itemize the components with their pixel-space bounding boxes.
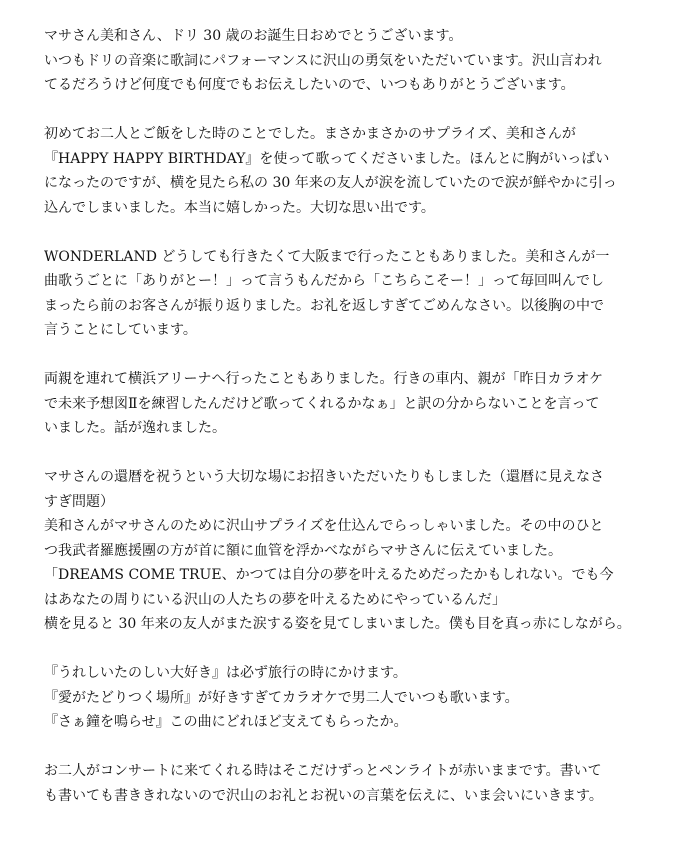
text-line: 初めてお二人とご飯をした時のことでした。まさかまさかのサプライズ、美和さんが [44,126,576,142]
text-line: で未来予想図Ⅱを練習したんだけど歌ってくれるかなぁ」と訳の分からないことを言って [44,395,600,412]
text-line: 「DREAMS COME TRUE、かつては自分の夢を叶えるためだったかもしれない。でも今 [44,567,614,583]
text-line: てるだろうけど何度でも何度でもお伝えしたいので、いつもありがとうございます。 [44,77,575,93]
paragraph-5 [44,465,644,637]
text-line: 『愛がたどりつく場所』が好きすぎてカラオケで男二人でいつも歌います。 [44,689,519,706]
text-line: 込んでしまいました。本当に嬉しかった。大切な思い出です。 [44,199,435,216]
text-line: お二人がコンサートに来てくれる時はそこだけずっとペンライトが赤いままです。書いて [44,763,602,779]
paragraph-7 [44,759,644,808]
text-line: 言うことにしています。 [44,322,197,338]
text-line: マサさん美和さん、ドリ 30 歳のお誕生日おめでとうございます。 [44,28,463,44]
letter-document [44,24,644,833]
text-line: すぎ問題） [44,493,114,510]
text-line: まったら前のお客さんが振り返りました。お礼を返しすぎてごめんなさい。以後胸の中で [44,297,604,314]
paragraph-6 [44,661,644,735]
paragraph-1 [44,24,644,98]
text-line: 『うれしいたのしい大好き』は必ず旅行の時にかけます。 [44,665,407,681]
text-line: WONDERLAND どうしても行きたくて大阪まで行ったこともありました。美和さんが一 [44,248,610,265]
text-line: 『さぁ鐘を鳴らせ』この曲にどれほど支えてもらったか。 [44,714,408,730]
paragraph-2 [44,122,644,220]
text-line: も書いても書ききれないので沢山のお礼とお祝いの言葉を伝えに、いま会いにいきます。 [44,787,603,804]
text-line: いました。話が逸れました。 [44,420,226,436]
text-line: マサさんの還暦を祝うという大切な場にお招きいただいたりもしました（還暦に見えなさ [44,469,604,485]
text-line: になったのですが、横を見たら私の 30 年来の友人が涙を流していたので涙が鮮やかに引っ [44,175,617,191]
text-line: 横を見ると 30 年来の友人がまた涙する姿を見てしまいました。僕も目を真っ赤にしながら。 [44,616,631,632]
text-line: 両親を連れて横浜アリーナへ行ったこともありました。行きの車内、親が「昨日カラオケ [44,371,604,387]
text-line: 曲歌うごとに「ありがとー！」って言うもんだから「こちらこそー！」って毎回叫んでし [44,273,604,289]
text-line: いつもドリの音楽に歌詞にパフォーマンスに沢山の勇気をいただいています。沢山言われ [44,52,602,69]
text-line: はあなたの周りにいる沢山の人たちの夢を叶えるためにやっているんだ」 [44,591,506,608]
text-line: 『HAPPY HAPPY BIRTHDAY』を使って歌ってくださいました。ほんとに胸がいっぱい [44,150,610,167]
paragraph-3 [44,245,644,343]
text-line: つ我武者羅應援團の方が首に額に血管を浮かべながらマサさんに伝えていました。 [44,542,562,559]
text-line: 美和さんがマサさんのために沢山サプライズを仕込んでらっしゃいました。その中のひと [44,518,604,534]
paragraph-4 [44,367,644,441]
